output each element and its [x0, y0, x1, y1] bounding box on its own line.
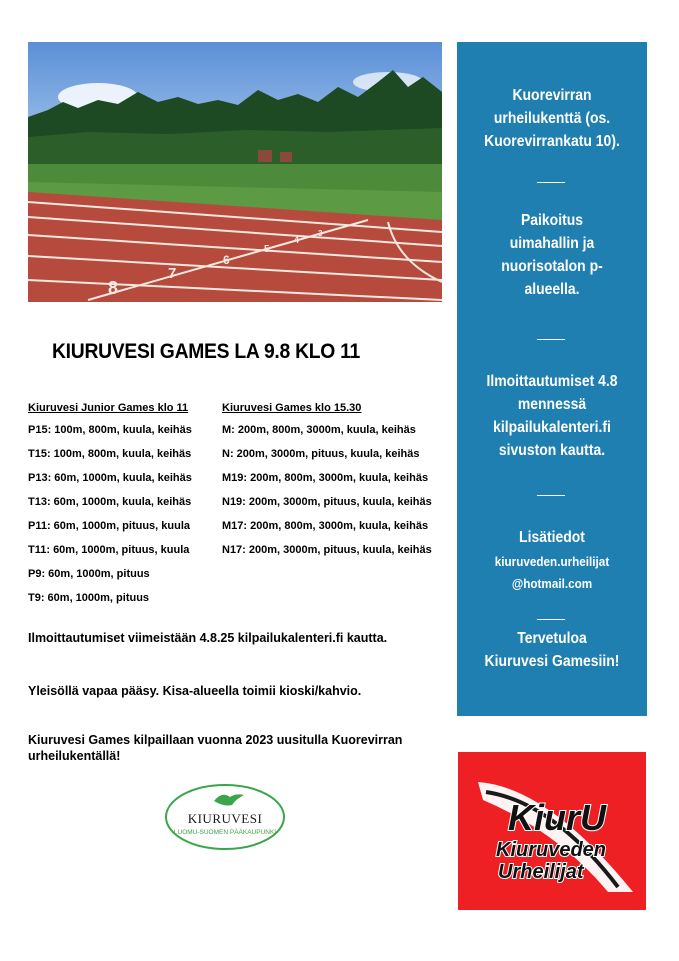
main-event-row: M19: 200m, 800m, 3000m, kuula, keihäs: [222, 472, 429, 484]
main-heading: Kiuruvesi Games klo 15.30: [222, 402, 362, 414]
divider: [537, 339, 565, 340]
junior-heading: Kiuruvesi Junior Games klo 11: [28, 402, 189, 414]
svg-text:4: 4: [294, 235, 300, 245]
junior-event-row: T11: 60m, 1000m, pituus, kuula: [28, 544, 190, 556]
poster-title: KIURUVESI GAMES LA 9.8 KLO 11: [52, 340, 360, 363]
venue-note: Kiuruvesi Games kilpaillaan vuonna 2023 uusitulla Kuorevirran urheilukentällä!: [28, 733, 403, 763]
main-event-row: N17: 200m, 3000m, pituus, kuula, keihäs: [222, 544, 432, 556]
info-panel: [457, 42, 647, 716]
info-block: [467, 526, 638, 549]
kiuru-logo-line1: Kiuruveden: [496, 839, 607, 861]
svg-text:5: 5: [264, 244, 270, 255]
junior-event-row: T13: 60m, 1000m, kuula, keihäs: [28, 496, 192, 508]
main-event-row: M: 200m, 800m, 3000m, kuula, keihäs: [222, 424, 416, 436]
signup-line: kilpailukalenteri.fi: [493, 419, 611, 436]
junior-event-row: P9: 60m, 1000m, pituus: [28, 568, 150, 580]
junior-events-column: [28, 402, 192, 616]
bird-icon: [214, 794, 244, 805]
welcome-line: Kiuruvesi Gamesiin!: [484, 653, 620, 670]
svg-text:6: 6: [223, 253, 230, 267]
kiuruvesi-logo-name: KIURUVESI: [187, 811, 263, 826]
signup-line: Ilmoittautumiset 4.8: [486, 373, 618, 390]
parking-block: [467, 209, 638, 301]
contact-email-line[interactable]: kiuruveden.urheilijat: [494, 554, 610, 569]
location-block: [467, 84, 638, 153]
junior-event-row: P11: 60m, 1000m, pituus, kuula: [28, 520, 191, 532]
main-event-row: N: 200m, 3000m, pituus, kuula, keihäs: [222, 448, 420, 460]
kiuruvesi-logo: [164, 783, 286, 851]
signup-line: mennessä: [517, 396, 587, 413]
contact-block: [467, 551, 638, 595]
divider: [537, 182, 565, 183]
location-line: urheilukenttä (os.: [493, 110, 611, 127]
divider: [537, 619, 565, 620]
location-line: Kuorevirrankatu 10).: [484, 133, 620, 150]
main-event-row: M17: 200m, 800m, 3000m, kuula, keihäs: [222, 520, 429, 532]
divider: [537, 495, 565, 496]
svg-text:7: 7: [168, 265, 177, 282]
registration-note: Ilmoittautumiset viimeistään 4.8.25 kilpailukalenteri.fi kautta.: [28, 631, 388, 645]
main-events-column: [222, 402, 432, 568]
kiuru-club-logo: [458, 752, 646, 910]
track-photo: [28, 42, 442, 302]
junior-event-row: P13: 60m, 1000m, kuula, keihäs: [28, 472, 192, 484]
location-line: Kuorevirran: [512, 87, 592, 104]
signup-block: [467, 370, 638, 462]
signup-line: sivuston kautta.: [498, 442, 606, 459]
audience-note: Yleisöllä vapaa pääsy. Kisa-alueella toimii kioski/kahvio.: [28, 684, 362, 698]
kiuru-logo-line2: Urheilijat: [498, 861, 584, 883]
svg-text:8: 8: [108, 278, 119, 298]
welcome-block: [467, 627, 638, 673]
contact-email-line[interactable]: @hotmail.com: [511, 576, 593, 591]
parking-line: nuorisotalon p-: [501, 258, 603, 275]
parking-line: Paikoitus: [520, 212, 584, 229]
parking-line: alueella.: [524, 281, 580, 298]
info-line: Lisätiedot: [519, 529, 585, 546]
junior-event-row: P15: 100m, 800m, kuula, keihäs: [28, 424, 192, 436]
kiuruvesi-logo-tagline: LUOMU-SUOMEN PÄÄKAUPUNKI: [173, 829, 277, 836]
kiuru-logo-name: KiurU: [508, 797, 606, 838]
svg-text:3: 3: [318, 229, 323, 238]
junior-event-row: T9: 60m, 1000m, pituus: [28, 592, 150, 604]
junior-event-row: T15: 100m, 800m, kuula, keihäs: [28, 448, 192, 460]
welcome-line: Tervetuloa: [517, 630, 587, 647]
parking-line: uimahallin ja: [509, 235, 595, 252]
main-event-row: N19: 200m, 3000m, pituus, kuula, keihäs: [222, 496, 432, 508]
